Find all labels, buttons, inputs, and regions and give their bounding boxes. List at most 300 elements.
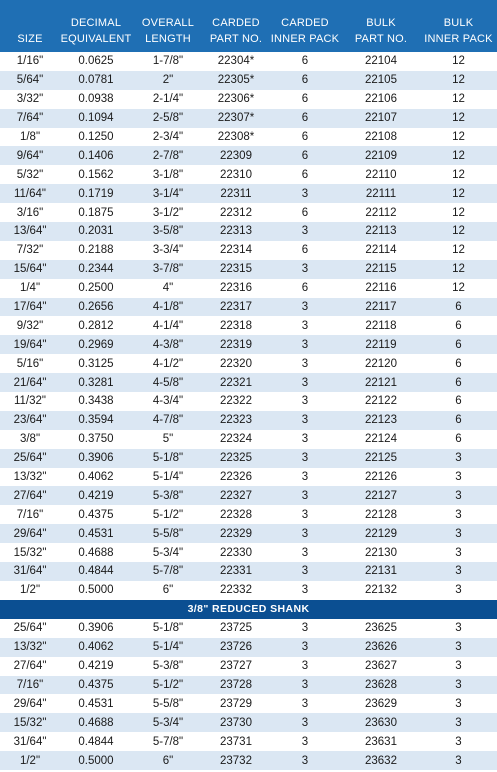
cell-bulk-part-no: 22106 — [365, 93, 397, 106]
cell-bulk-inner-pack: 12 — [452, 225, 465, 238]
cell-size: 25/64" — [13, 452, 47, 465]
table-row — [0, 316, 497, 335]
cell-carded-part-no: 22314 — [220, 244, 252, 257]
cell-size: 7/16" — [16, 508, 44, 521]
cell-overall-length: 5-3/4" — [152, 716, 184, 729]
cell-carded-part-no: 22317 — [220, 301, 252, 314]
cell-carded-part-no: 22330 — [220, 546, 252, 559]
cell-size: 7/32" — [16, 244, 44, 257]
cell-decimal-equivalent: 0.4375 — [78, 678, 114, 691]
cell-decimal-equivalent: 0.0938 — [78, 93, 114, 106]
cell-carded-part-no: 22321 — [220, 376, 252, 389]
cell-carded-inner-pack: 6 — [301, 168, 309, 181]
table-row — [0, 298, 497, 317]
table-row — [0, 184, 497, 203]
cell-bulk-inner-pack: 6 — [455, 357, 462, 370]
cell-size: 29/64" — [13, 697, 47, 710]
cell-overall-length: 5-1/8" — [152, 452, 184, 465]
cell-carded-inner-pack: 3 — [301, 319, 309, 332]
table-row — [0, 146, 497, 165]
cell-decimal-equivalent: 0.2031 — [78, 225, 114, 238]
cell-carded-inner-pack: 3 — [301, 754, 309, 767]
cell-carded-inner-pack: 6 — [301, 149, 309, 162]
cell-overall-length: 5-3/4" — [152, 546, 184, 559]
cell-bulk-part-no: 22117 — [365, 301, 397, 314]
cell-bulk-inner-pack: 3 — [455, 489, 462, 502]
cell-overall-length: 6" — [162, 584, 174, 597]
cell-size: 1/2" — [19, 754, 41, 767]
cell-overall-length: 5-7/8" — [152, 735, 184, 748]
cell-carded-inner-pack: 3 — [301, 527, 309, 540]
cell-bulk-inner-pack: 12 — [452, 93, 465, 106]
cell-decimal-equivalent: 0.3125 — [78, 357, 114, 370]
cell-bulk-inner-pack: 6 — [455, 395, 462, 408]
cell-carded-part-no: 22323 — [220, 414, 252, 427]
cell-bulk-part-no: 23627 — [365, 660, 397, 673]
cell-size: 13/32" — [13, 641, 47, 654]
cell-carded-part-no: 22306* — [217, 93, 255, 106]
table-row — [0, 279, 497, 298]
table-row — [0, 203, 497, 222]
cell-decimal-equivalent: 0.1875 — [78, 206, 114, 219]
cell-overall-length: 6" — [162, 754, 174, 767]
cell-carded-inner-pack: 3 — [301, 697, 309, 710]
cell-carded-part-no: 22318 — [220, 319, 252, 332]
cell-size: 9/64" — [16, 149, 44, 162]
cell-overall-length: 4-1/4" — [152, 319, 184, 332]
cell-bulk-part-no: 22110 — [365, 168, 397, 181]
cell-bulk-inner-pack: 6 — [455, 433, 462, 446]
cell-bulk-part-no: 22108 — [365, 131, 397, 143]
cell-carded-part-no: 22312 — [220, 206, 252, 219]
cell-bulk-inner-pack: 12 — [452, 244, 465, 257]
cell-carded-inner-pack: 3 — [301, 622, 309, 635]
cell-overall-length: 5-1/8" — [152, 622, 184, 635]
cell-carded-inner-pack: 3 — [301, 471, 309, 484]
cell-bulk-part-no: 22131 — [365, 565, 397, 578]
cell-bulk-inner-pack: 12 — [452, 187, 465, 200]
cell-carded-inner-pack: 6 — [301, 55, 309, 68]
cell-carded-part-no: 22309 — [220, 149, 252, 162]
cell-carded-part-no: 22304* — [217, 55, 255, 68]
table-row — [0, 109, 497, 128]
cell-decimal-equivalent: 0.2969 — [78, 338, 114, 351]
cell-bulk-inner-pack: 6 — [455, 319, 462, 332]
cell-bulk-inner-pack: 3 — [455, 508, 462, 521]
table-row — [0, 128, 497, 147]
table-row — [0, 354, 497, 373]
cell-decimal-equivalent: 0.4062 — [78, 471, 114, 484]
cell-size: 11/32" — [13, 395, 46, 408]
section-title-reduced-shank: 3/8" REDUCED SHANK — [0, 600, 497, 619]
cell-size: 13/64" — [13, 225, 47, 238]
header-overall-length: OVERALL LENGTH — [141, 17, 195, 45]
cell-overall-length: 4-3/4" — [152, 395, 184, 408]
cell-bulk-inner-pack: 3 — [455, 660, 462, 673]
table-row — [0, 241, 497, 260]
cell-bulk-inner-pack: 3 — [455, 546, 462, 559]
cell-bulk-part-no: 23629 — [365, 697, 397, 710]
cell-bulk-part-no: 22107 — [365, 112, 397, 125]
cell-bulk-part-no: 22114 — [365, 244, 397, 257]
cell-overall-length: 5-3/8" — [152, 660, 184, 673]
cell-size: 1/4" — [19, 282, 41, 295]
cell-size: 3/8" — [19, 433, 41, 446]
cell-size: 1/8" — [19, 131, 41, 143]
cell-bulk-part-no: 23625 — [365, 622, 397, 635]
cell-bulk-inner-pack: 3 — [455, 565, 462, 578]
cell-overall-length: 4" — [162, 282, 174, 295]
cell-bulk-inner-pack: 3 — [455, 622, 462, 635]
header-bulk-inner-pack: BULK INNER PACK — [424, 17, 493, 45]
cell-bulk-part-no: 22105 — [365, 74, 397, 87]
cell-bulk-inner-pack: 3 — [455, 697, 462, 710]
cell-decimal-equivalent: 0.0781 — [78, 74, 114, 87]
table-row — [0, 165, 497, 184]
cell-size: 21/64" — [13, 376, 47, 389]
cell-carded-inner-pack: 3 — [301, 584, 309, 597]
cell-bulk-inner-pack: 3 — [455, 584, 462, 597]
cell-carded-part-no: 23725 — [220, 622, 252, 635]
cell-overall-length: 2-3/4" — [152, 131, 184, 143]
cell-carded-inner-pack: 3 — [301, 489, 309, 502]
cell-overall-length: 4-3/8" — [152, 338, 184, 351]
cell-overall-length: 2" — [162, 74, 174, 87]
header-carded-inner-pack: CARDED INNER PACK — [270, 17, 340, 45]
cell-decimal-equivalent: 0.1562 — [78, 168, 114, 181]
table-row — [0, 732, 497, 751]
table-row — [0, 713, 497, 732]
cell-size: 15/32" — [13, 716, 47, 729]
cell-bulk-inner-pack: 12 — [452, 263, 465, 276]
cell-decimal-equivalent: 0.1094 — [78, 112, 114, 125]
cell-bulk-part-no: 22125 — [365, 452, 397, 465]
cell-decimal-equivalent: 0.2656 — [78, 301, 114, 314]
cell-size: 1/16" — [16, 55, 44, 68]
cell-overall-length: 4-1/2" — [152, 357, 184, 370]
cell-decimal-equivalent: 0.4062 — [78, 641, 114, 654]
cell-bulk-part-no: 22104 — [365, 55, 397, 68]
cell-carded-inner-pack: 6 — [301, 131, 309, 143]
cell-carded-part-no: 23730 — [220, 716, 252, 729]
cell-bulk-inner-pack: 12 — [452, 282, 465, 295]
cell-decimal-equivalent: 0.3750 — [78, 433, 114, 446]
table-row — [0, 505, 497, 524]
table-row — [0, 676, 497, 695]
cell-carded-inner-pack: 3 — [301, 263, 309, 276]
cell-carded-inner-pack: 3 — [301, 735, 309, 748]
cell-overall-length: 5-1/4" — [152, 641, 184, 654]
cell-carded-part-no: 22319 — [220, 338, 252, 351]
cell-carded-part-no: 23728 — [220, 678, 252, 691]
table-header — [0, 0, 497, 52]
cell-bulk-inner-pack: 3 — [455, 527, 462, 540]
cell-carded-inner-pack: 3 — [301, 414, 309, 427]
cell-size: 13/32" — [13, 471, 47, 484]
cell-overall-length: 2-1/4" — [152, 93, 184, 106]
cell-bulk-part-no: 23632 — [365, 754, 397, 767]
cell-bulk-part-no: 22130 — [365, 546, 397, 559]
cell-size: 15/64" — [13, 263, 47, 276]
cell-bulk-part-no: 22123 — [365, 414, 397, 427]
cell-size: 7/64" — [16, 112, 44, 125]
cell-size: 5/32" — [16, 168, 44, 181]
cell-bulk-inner-pack: 12 — [452, 112, 465, 125]
cell-bulk-part-no: 22124 — [365, 433, 397, 446]
cell-decimal-equivalent: 0.5000 — [78, 584, 114, 597]
cell-carded-part-no: 23729 — [220, 697, 252, 710]
cell-bulk-part-no: 22126 — [365, 471, 397, 484]
cell-carded-part-no: 22310 — [220, 168, 252, 181]
cell-decimal-equivalent: 0.4688 — [78, 546, 114, 559]
cell-carded-part-no: 22325 — [220, 452, 252, 465]
cell-carded-inner-pack: 6 — [301, 74, 309, 87]
cell-carded-inner-pack: 3 — [301, 433, 309, 446]
cell-size: 5/64" — [16, 74, 44, 87]
table-row — [0, 468, 497, 487]
cell-decimal-equivalent: 0.4688 — [78, 716, 114, 729]
table-row — [0, 694, 497, 713]
cell-carded-part-no: 23731 — [220, 735, 252, 748]
cell-decimal-equivalent: 0.4531 — [78, 697, 114, 710]
cell-bulk-part-no: 22129 — [365, 527, 397, 540]
cell-size: 27/64" — [13, 489, 47, 502]
cell-bulk-part-no: 22128 — [365, 508, 397, 521]
cell-decimal-equivalent: 0.5000 — [78, 754, 114, 767]
cell-overall-length: 3-1/4" — [152, 187, 184, 200]
cell-overall-length: 5-5/8" — [152, 697, 184, 710]
table-row — [0, 562, 497, 581]
cell-bulk-part-no: 23630 — [365, 716, 397, 729]
cell-decimal-equivalent: 0.2344 — [78, 263, 114, 276]
cell-carded-inner-pack: 3 — [301, 357, 309, 370]
reduced-shank-table-body — [0, 619, 497, 770]
cell-bulk-inner-pack: 3 — [455, 678, 462, 691]
cell-decimal-equivalent: 0.4219 — [78, 660, 114, 673]
header-decimal-equivalent: DECIMAL EQUIVALENT — [60, 17, 132, 45]
cell-overall-length: 5-1/2" — [152, 678, 184, 691]
table-row — [0, 90, 497, 109]
cell-overall-length: 5" — [162, 433, 174, 446]
cell-decimal-equivalent: 0.4219 — [78, 489, 114, 502]
cell-carded-part-no: 22331 — [220, 565, 252, 578]
cell-overall-length: 5-1/2" — [152, 508, 184, 521]
cell-carded-part-no: 22305* — [217, 74, 255, 87]
cell-size: 1/2" — [19, 584, 41, 597]
cell-carded-inner-pack: 6 — [301, 244, 309, 257]
cell-overall-length: 5-7/8" — [152, 565, 184, 578]
cell-overall-length: 2-7/8" — [152, 149, 184, 162]
cell-size: 3/16" — [16, 206, 44, 219]
cell-bulk-inner-pack: 12 — [452, 74, 465, 87]
cell-decimal-equivalent: 0.3438 — [78, 395, 114, 408]
cell-bulk-inner-pack: 6 — [455, 376, 462, 389]
cell-decimal-equivalent: 0.1406 — [78, 149, 114, 162]
cell-size: 25/64" — [13, 622, 47, 635]
cell-carded-part-no: 22308* — [217, 131, 255, 143]
cell-overall-length: 3-1/8" — [152, 168, 184, 181]
cell-bulk-inner-pack: 3 — [455, 754, 462, 767]
cell-bulk-part-no: 22132 — [365, 584, 397, 597]
table-row — [0, 524, 497, 543]
cell-bulk-part-no: 22119 — [365, 338, 397, 351]
cell-carded-part-no: 22322 — [220, 395, 252, 408]
cell-bulk-inner-pack: 6 — [455, 338, 462, 351]
cell-carded-inner-pack: 6 — [301, 93, 309, 106]
cell-decimal-equivalent: 0.2812 — [78, 319, 114, 332]
cell-bulk-inner-pack: 12 — [452, 149, 465, 162]
cell-bulk-inner-pack: 12 — [452, 168, 465, 181]
cell-carded-part-no: 22320 — [220, 357, 252, 370]
cell-bulk-inner-pack: 12 — [452, 55, 465, 68]
cell-size: 15/32" — [13, 546, 47, 559]
cell-carded-inner-pack: 3 — [301, 508, 309, 521]
cell-overall-length: 3-7/8" — [152, 263, 184, 276]
cell-overall-length: 4-5/8" — [152, 376, 184, 389]
cell-decimal-equivalent: 0.4375 — [78, 508, 114, 521]
cell-carded-part-no: 22326 — [220, 471, 252, 484]
cell-carded-part-no: 22324 — [220, 433, 252, 446]
cell-size: 9/32" — [16, 319, 44, 332]
cell-size: 31/64" — [13, 565, 47, 578]
cell-carded-inner-pack: 3 — [301, 565, 309, 578]
table-row — [0, 260, 497, 279]
table-row — [0, 222, 497, 241]
cell-carded-part-no: 22332 — [220, 584, 252, 597]
table-row — [0, 335, 497, 354]
table-row — [0, 638, 497, 657]
cell-carded-part-no: 22311 — [220, 187, 252, 200]
cell-carded-inner-pack: 3 — [301, 338, 309, 351]
cell-size: 7/16" — [16, 678, 44, 691]
header-carded-part-no: CARDED PART NO. — [209, 17, 263, 45]
cell-overall-length: 4-1/8" — [152, 301, 184, 314]
table-row — [0, 52, 497, 71]
cell-decimal-equivalent: 0.2500 — [78, 282, 114, 295]
cell-bulk-part-no: 22115 — [365, 263, 397, 276]
cell-carded-part-no: 22316 — [220, 282, 252, 295]
main-table-body — [0, 52, 497, 600]
cell-carded-part-no: 22315 — [220, 263, 252, 276]
cell-carded-inner-pack: 3 — [301, 641, 309, 654]
header-bulk-part-no: BULK PART NO. — [354, 17, 408, 45]
cell-size: 29/64" — [13, 527, 47, 540]
cell-decimal-equivalent: 0.1719 — [78, 187, 114, 200]
cell-bulk-part-no: 23628 — [365, 678, 397, 691]
cell-bulk-part-no: 23626 — [365, 641, 397, 654]
cell-overall-length: 4-7/8" — [152, 414, 184, 427]
cell-carded-inner-pack: 3 — [301, 395, 309, 408]
cell-decimal-equivalent: 0.3906 — [78, 622, 114, 635]
cell-bulk-part-no: 22109 — [365, 149, 397, 162]
cell-bulk-part-no: 22127 — [365, 489, 397, 502]
cell-overall-length: 5-3/8" — [152, 489, 184, 502]
cell-overall-length: 3-3/4" — [152, 244, 184, 257]
cell-carded-part-no: 22328 — [220, 508, 252, 521]
cell-bulk-part-no: 22111 — [365, 187, 397, 200]
cell-carded-inner-pack: 3 — [301, 225, 309, 238]
cell-carded-inner-pack: 6 — [301, 206, 309, 219]
table-row — [0, 486, 497, 505]
cell-decimal-equivalent: 0.0625 — [78, 55, 114, 68]
cell-overall-length: 5-5/8" — [152, 527, 184, 540]
cell-bulk-part-no: 22116 — [365, 282, 397, 295]
cell-size: 23/64" — [13, 414, 47, 427]
cell-carded-part-no: 23732 — [220, 754, 252, 767]
table-row — [0, 430, 497, 449]
cell-decimal-equivalent: 0.3594 — [78, 414, 114, 427]
cell-bulk-part-no: 22122 — [365, 395, 397, 408]
cell-carded-part-no: 22327 — [220, 489, 252, 502]
cell-carded-inner-pack: 3 — [301, 301, 309, 314]
cell-bulk-part-no: 22113 — [365, 225, 397, 238]
cell-carded-part-no: 22307* — [217, 112, 255, 125]
header-size: SIZE — [17, 33, 43, 45]
table-row — [0, 373, 497, 392]
cell-size: 11/64" — [13, 187, 46, 200]
table-row — [0, 543, 497, 562]
cell-overall-length: 2-5/8" — [152, 112, 184, 125]
table-row — [0, 411, 497, 430]
cell-overall-length: 3-5/8" — [152, 225, 184, 238]
cell-bulk-part-no: 22112 — [365, 206, 397, 219]
cell-size: 19/64" — [13, 338, 47, 351]
cell-bulk-inner-pack: 3 — [455, 716, 462, 729]
cell-carded-part-no: 23726 — [220, 641, 252, 654]
cell-bulk-inner-pack: 3 — [455, 471, 462, 484]
table-row — [0, 619, 497, 638]
cell-decimal-equivalent: 0.3281 — [78, 376, 114, 389]
cell-bulk-inner-pack: 6 — [455, 414, 462, 427]
cell-size: 31/64" — [13, 735, 47, 748]
cell-bulk-inner-pack: 3 — [455, 735, 462, 748]
cell-bulk-inner-pack: 3 — [455, 452, 462, 465]
cell-carded-inner-pack: 6 — [301, 282, 309, 295]
cell-decimal-equivalent: 0.4531 — [78, 527, 114, 540]
cell-bulk-part-no: 22118 — [365, 319, 397, 332]
cell-decimal-equivalent: 0.3906 — [78, 452, 114, 465]
cell-carded-inner-pack: 3 — [301, 660, 309, 673]
table-row — [0, 392, 497, 411]
cell-decimal-equivalent: 0.2188 — [78, 244, 114, 257]
cell-overall-length: 5-1/4" — [152, 471, 184, 484]
cell-overall-length: 3-1/2" — [152, 206, 184, 219]
cell-size: 27/64" — [13, 660, 47, 673]
cell-carded-inner-pack: 3 — [301, 452, 309, 465]
table-row — [0, 657, 497, 676]
cell-carded-inner-pack: 3 — [301, 546, 309, 559]
cell-bulk-part-no: 22120 — [365, 357, 397, 370]
cell-carded-part-no: 22329 — [220, 527, 252, 540]
cell-carded-inner-pack: 3 — [301, 376, 309, 389]
cell-carded-inner-pack: 6 — [301, 112, 309, 125]
cell-decimal-equivalent: 0.4844 — [78, 565, 114, 578]
cell-bulk-inner-pack: 6 — [455, 301, 462, 314]
cell-bulk-part-no: 23631 — [365, 735, 397, 748]
table-row — [0, 449, 497, 468]
cell-bulk-inner-pack: 12 — [452, 131, 465, 143]
cell-carded-inner-pack: 3 — [301, 716, 309, 729]
table-row — [0, 71, 497, 90]
cell-size: 3/32" — [16, 93, 44, 106]
cell-decimal-equivalent: 0.4844 — [78, 735, 114, 748]
cell-size: 5/16" — [16, 357, 44, 370]
cell-carded-part-no: 22313 — [220, 225, 252, 238]
cell-bulk-inner-pack: 12 — [452, 206, 465, 219]
cell-bulk-part-no: 22121 — [365, 376, 397, 389]
table-row — [0, 751, 497, 770]
table-row — [0, 581, 497, 600]
